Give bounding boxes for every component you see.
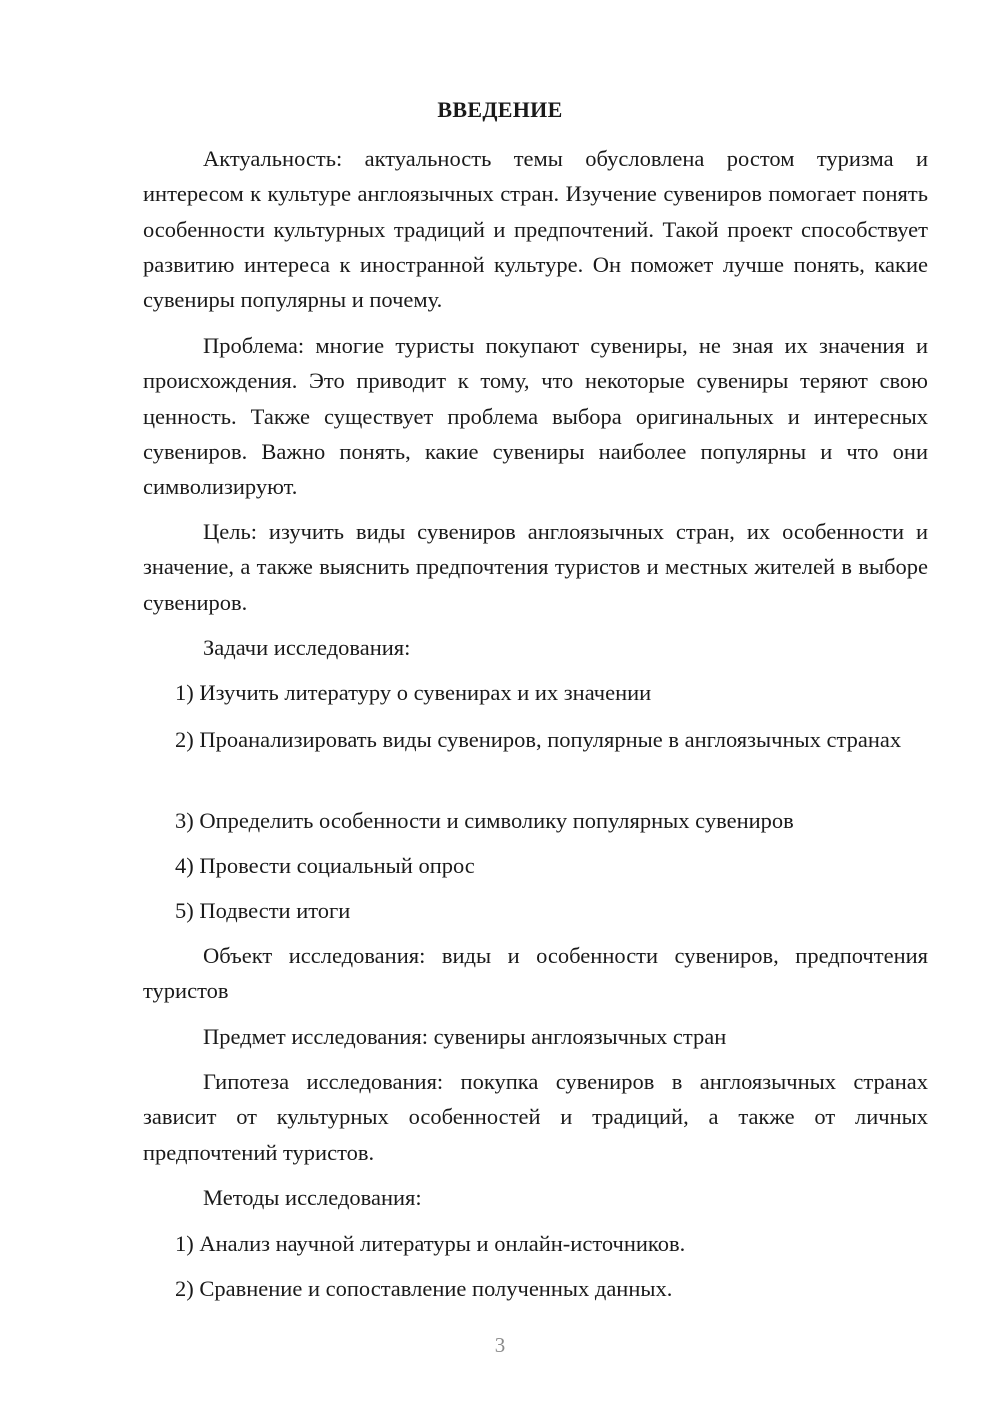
method-item: 1) Анализ научной литературы и онлайн-источников.: [175, 1231, 686, 1256]
subject-paragraph: Предмет исследования: сувениры англоязычных стран: [203, 1024, 727, 1049]
task-item: 2) Проанализировать виды сувениров, популярные в англоязычных странах: [175, 727, 902, 752]
task-item: 4) Провести социальный опрос: [175, 853, 475, 878]
task-item: 5) Подвести итоги: [175, 898, 351, 923]
method-item: 2) Сравнение и сопоставление полученных данных.: [175, 1276, 673, 1301]
task-item: 1) Изучить литературу о сувенирах и их значении: [175, 680, 652, 705]
methods-heading: Методы исследования:: [203, 1185, 422, 1210]
relevance-paragraph: Актуальность: актуальность темы обусловлена ростом туризма и интересом к культуре англоязычных стран. Изучение сувениров помогает понять особенности культурных традиций и предпочтений. Такой проект способствует развитию интереса к иностранной культуре. Он поможет лучше понять, какие сувениры популярны и почему.: [143, 146, 928, 313]
goal-paragraph: Цель: изучить виды сувениров англоязычных стран, их особенности и значение, а также выяснить предпочтения туристов и местных жителей в выборе сувениров.: [143, 519, 928, 615]
task-item: 3) Определить особенности и символику популярных сувениров: [175, 808, 794, 833]
hypothesis-paragraph: Гипотеза исследования: покупка сувениров в англоязычных странах зависит от культурных особенностей и традиций, а также от личных предпочтений туристов.: [143, 1069, 928, 1165]
object-paragraph: Объект исследования: виды и особенности сувениров, предпочтения туристов: [143, 943, 928, 1004]
tasks-heading: Задачи исследования:: [203, 635, 411, 660]
page-number: 3: [494, 1333, 506, 1357]
page-title: ВВЕДЕНИЕ: [437, 97, 563, 122]
problem-paragraph: Проблема: многие туристы покупают сувениры, не зная их значения и происхождения. Это приводит к тому, что некоторые сувениры теряют свою ценность. Также существует проблема выбора оригинальных и интересных сувениров. Важно понять, какие сувениры наиболее популярны и что они символизируют.: [143, 333, 928, 500]
